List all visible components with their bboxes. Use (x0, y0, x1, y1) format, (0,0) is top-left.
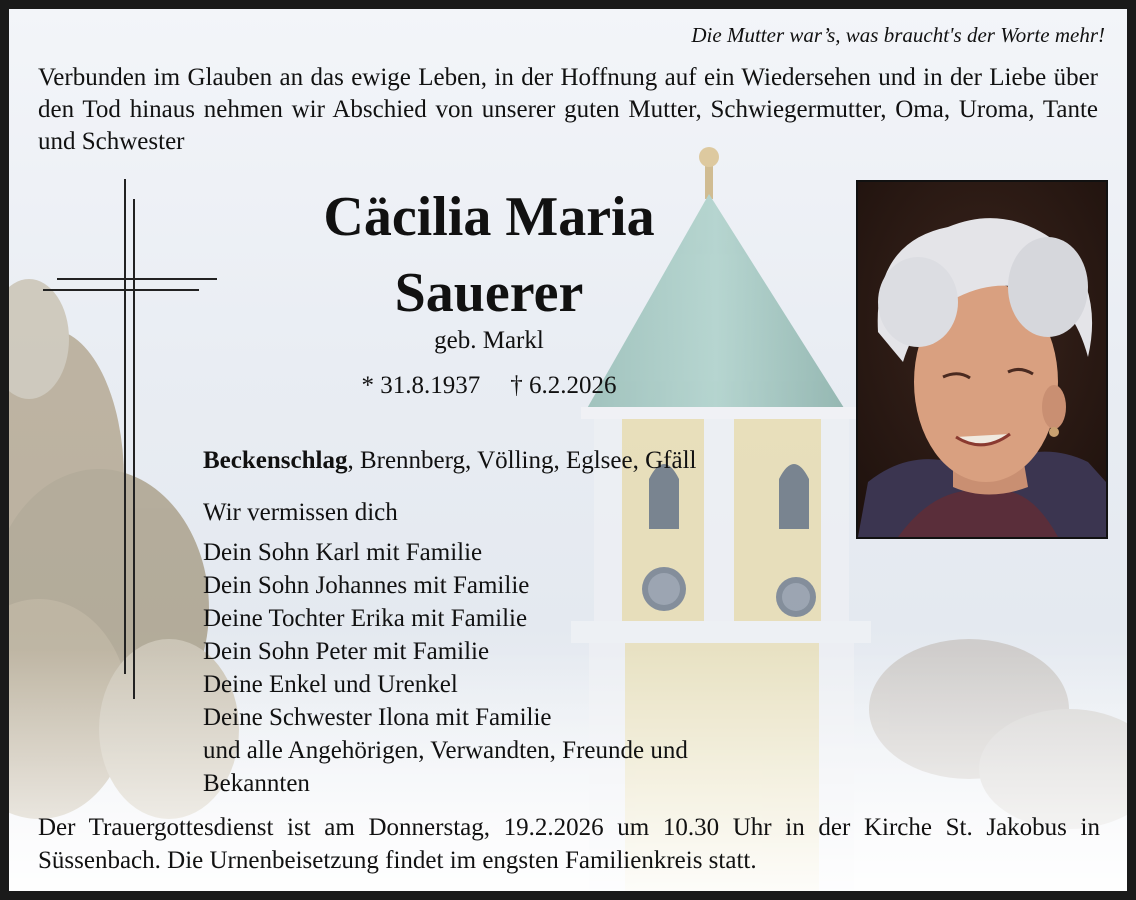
death-date: † 6.2.2026 (510, 372, 617, 399)
mourners-list (203, 496, 688, 800)
mourner-line: Deine Enkel und Urenkel (203, 671, 458, 698)
mourner-line: Bekannten (203, 770, 310, 797)
mourner-line: Dein Sohn Peter mit Familie (203, 638, 490, 665)
motto-quote: Die Mutter war’s, was braucht's der Worte mehr! (691, 23, 1105, 47)
other-places: , Brennberg, Völling, Eglsee, Gfäll (347, 447, 697, 474)
birth-name: geb. Markl (434, 327, 544, 354)
mourners-intro: Wir vermissen dich (203, 499, 398, 526)
intro-text: Verbunden im Glauben an das ewige Leben, in der Hoffnung auf ein Wiedersehen und in der Liebe über den Tod hinaus nehmen wir Abschied von unserer guten Mutter, Schwiegermutter, Oma, Uroma, Tante und Schwester (38, 64, 1098, 155)
mourner-line: Dein Sohn Johannes mit Familie (203, 572, 530, 599)
service-info: Der Trauergottesdienst ist am Donnerstag, 19.2.2026 um 10.30 Uhr in der Kirche St. Jakobus in Süssenbach. Die Urnenbeisetzung findet im engsten Familienkreis statt. (38, 814, 1100, 874)
birth-date: * 31.8.1937 (361, 372, 481, 399)
mourner-line: Deine Schwester Ilona mit Familie (203, 704, 552, 731)
life-dates (209, 372, 769, 400)
portrait-photo (856, 180, 1108, 539)
mourner-line: Deine Tochter Erika mit Familie (203, 605, 528, 632)
deceased-name (209, 179, 769, 331)
surname: Sauerer (394, 262, 584, 324)
mourner-line: und alle Angehörigen, Verwandten, Freunde und (203, 737, 688, 764)
places-line (203, 447, 696, 475)
primary-place: Beckenschlag (203, 447, 348, 474)
first-names: Cäcilia Maria (323, 186, 655, 248)
mourner-line: Dein Sohn Karl mit Familie (203, 539, 483, 566)
